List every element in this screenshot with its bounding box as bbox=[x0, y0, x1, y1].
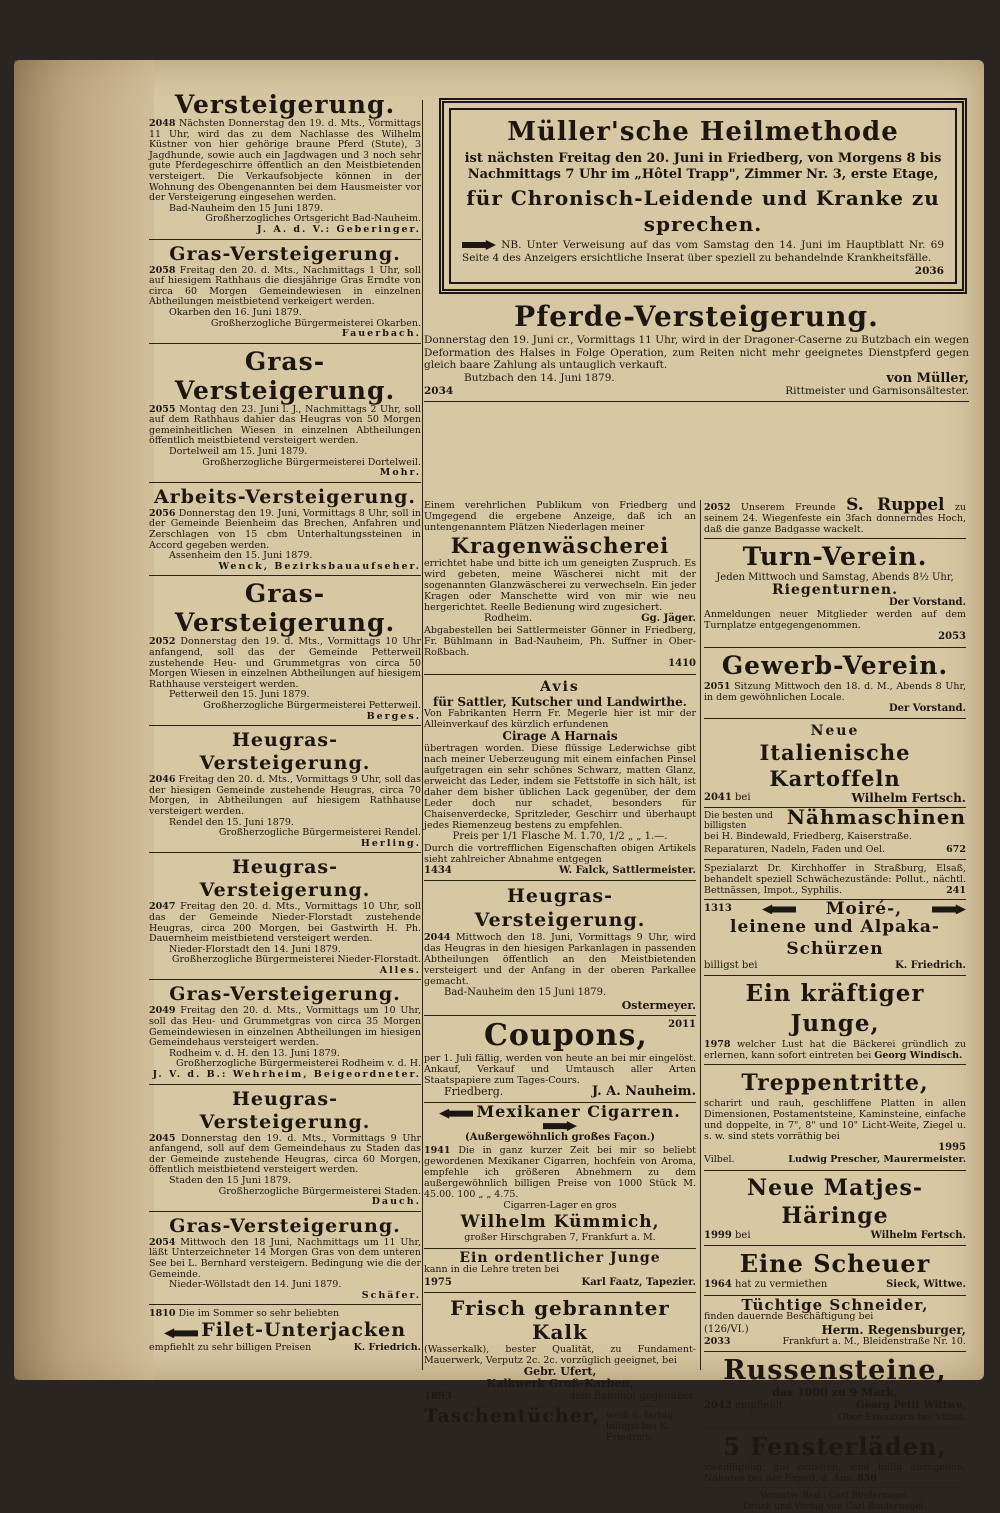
spezialarzt-ad bbox=[704, 863, 966, 900]
ad-signature: J. V. d. B.: Wehrheim, Beigeordneter. bbox=[152, 1069, 421, 1081]
ad-title: Gras-Versteigerung. bbox=[174, 579, 396, 638]
gewerb-body: Sitzung Mittwoch den 18. d. M., Abends 8 Uhr, in dem gewöhnlichen Locale. bbox=[704, 680, 966, 703]
ad-date: Bad-Nauheim den 15 Juni 1879. bbox=[169, 202, 324, 214]
turn-title: Turn-Verein. bbox=[742, 542, 928, 571]
ad-signature: K. Friedrich. bbox=[353, 1342, 421, 1354]
ad-title: Heugras-Versteigerung. bbox=[199, 1087, 371, 1133]
scheuer-signature: Sieck, Wittwe. bbox=[886, 1279, 966, 1291]
matjes-ad bbox=[704, 1174, 966, 1246]
arzt-body: Spezialarzt Dr. Kirchhoffer in Straßburg, Elsaß, behandelt speziell Schwächezustände: Pollut., nächtl. Bettnässen, Impot., Syphilis. bbox=[704, 863, 966, 897]
ad-date: Dortelweil am 15. Juni 1879. bbox=[169, 446, 308, 458]
matjes-signature: Wilhelm Fertsch. bbox=[870, 1229, 966, 1241]
taschentuecher-title: Taschentücher, bbox=[424, 1405, 600, 1428]
ad-number: 1410 bbox=[668, 658, 696, 670]
naeh-title: Nähmaschinen bbox=[786, 805, 966, 830]
kartoffeln-title: Italienische Kartoffeln bbox=[759, 740, 911, 792]
ad-number: 1313 bbox=[704, 903, 732, 915]
auction-ad bbox=[149, 347, 421, 483]
heugras-date: Bad-Nauheim den 15 Juni 1879. bbox=[444, 987, 607, 999]
turn-signature: Der Vorstand. bbox=[888, 596, 966, 608]
coupons-title: Coupons, bbox=[484, 1018, 648, 1054]
middle-column bbox=[424, 500, 696, 1446]
schneider-title: Tüchtige Schneider, bbox=[741, 1295, 929, 1314]
pointing-hand-icon bbox=[164, 1328, 198, 1338]
avis-title: Avis bbox=[540, 678, 580, 695]
ad-number: 2036 bbox=[914, 265, 944, 277]
ad-signature: Mohr. bbox=[379, 467, 421, 479]
ad-authority: Großherzogliche Bürgermeisterei Dortelweil. bbox=[202, 456, 421, 468]
ad-authority: Großherzogliche Bürgermeisterei Petterweil. bbox=[203, 699, 421, 711]
heilmethode-subtitle: für Chronisch-Leidende und Kranke zu sprechen. bbox=[466, 186, 940, 236]
auction-ad bbox=[149, 243, 421, 344]
right-column bbox=[704, 495, 966, 1513]
heugras-bad-nauheim-ad bbox=[424, 884, 696, 1016]
ad-number: 2048 bbox=[149, 118, 176, 129]
moire-ad bbox=[704, 899, 966, 976]
kalk-body: (Wasserkalk), bester Qualität, zu Fundament-Mauerwerk, Verputz 2c. 2c. vorzüglich geeignet, bei bbox=[424, 1343, 696, 1366]
ad-number: 1810 bbox=[149, 1308, 176, 1320]
ad-signature: Wenck, Bezirksbauaufseher. bbox=[218, 560, 421, 572]
ad-date: Assenheim den 15. Juni 1879. bbox=[169, 550, 313, 562]
auction-ad bbox=[149, 486, 421, 577]
kartoffeln-signature: Wilhelm Fertsch. bbox=[851, 791, 966, 806]
imprint bbox=[704, 1491, 966, 1513]
ad-body: Freitag den 20. d. Mts., Vormittags 10 Uhr, soll das der Gemeinde Nieder-Florstadt zustehende Heugras, circa 200 Morgen, bei Gastwirth H. Ph. Dauernheim meistbietend versteigert werden. bbox=[149, 901, 421, 945]
naeh-body-2: Reparaturen, Nadeln, Faden und Oel. bbox=[704, 843, 886, 855]
avis-subtitle: für Sattler, Kutscher und Landwirthe. bbox=[433, 694, 687, 709]
ad-date: empfiehlt zu sehr billigen Preisen bbox=[149, 1342, 312, 1354]
schneider-ref: (126/VI.) bbox=[704, 1323, 749, 1335]
auction-ad bbox=[149, 90, 421, 240]
auction-ad bbox=[149, 1088, 421, 1212]
kartoffeln-pre: Neue bbox=[810, 723, 860, 740]
ad-body: Donnerstag den 19. d. Mts., Vormittags 10 Uhr anfangend, soll das der Gemeinde Petterweil zustehende Heu- und Grummetgras von circa 50 Morgen Wiesen in einzelnen Abtheilungen auf hiesigem Rathhause versteigert werden. bbox=[149, 636, 421, 690]
ad-title: Arbeits-Versteigerung. bbox=[153, 485, 417, 508]
ad-number: 2053 bbox=[938, 631, 966, 643]
ad-number: 1999 bbox=[704, 1229, 732, 1241]
ad-title: Gras-Versteigerung. bbox=[169, 983, 401, 1006]
mexikaner-signature: Wilhelm Kümmich, bbox=[460, 1212, 660, 1233]
ad-number: 2049 bbox=[149, 1005, 176, 1017]
pferde-title: Pferde-Versteigerung. bbox=[514, 300, 879, 333]
treppentritte-ad bbox=[704, 1068, 966, 1171]
kalk-title: Frisch gebrannter Kalk bbox=[450, 1295, 670, 1344]
ad-number: 241 bbox=[946, 885, 966, 897]
newspaper-page bbox=[14, 60, 984, 1512]
avis-body: Von Fabrikanten Herrn Fr. Megerle hier ist mir der Alleinverkauf des kürzlich erfundenen bbox=[424, 708, 696, 731]
pointing-hand-icon bbox=[462, 240, 496, 250]
junge-title: Ein ordentlicher Junge bbox=[459, 1249, 661, 1266]
page-gutter-shadow bbox=[14, 60, 154, 1380]
heugras-signature: Ostermeyer. bbox=[621, 998, 696, 1012]
fensterlaeden-ad bbox=[704, 1432, 966, 1488]
ad-date: Rodheim v. d. H. den 13. Juni 1879. bbox=[169, 1047, 340, 1059]
treppen-title: Treppentritte, bbox=[741, 1070, 929, 1097]
ad-date: Nieder-Wöllstadt den 14. Juni 1879. bbox=[169, 1279, 342, 1291]
ad-number: 2054 bbox=[149, 1236, 176, 1248]
ad-authority: Großherzogliche Bürgermeisterei Okarben. bbox=[210, 317, 421, 329]
ad-number: 1964 bbox=[704, 1279, 732, 1291]
column-rule bbox=[422, 100, 423, 1370]
ruppel-body-2: zu seinem 24. Wiegenfeste ein 3fach donnerndes Hoch, daß die ganze Badgasse wackelt. bbox=[704, 502, 966, 535]
avis-body-2: übertragen worden. Diese flüssige Lederwichse gibt nach meiner Ueberzeugung mit einem einfachen Pinsel aufgetragen ein sehr schönes Schwarz, matten Glanz, erweicht das Leder, indem sie Fettstoffe in sich hält, ist daher dem bisher üblichen Lack gegenüber, der dem Leder doch nur schadet, besonders für Chaisenverdecke, Spritzleder, Geschirr und überhaupt jedes Riemenzeug bestens zu empfehlen. bbox=[424, 742, 696, 831]
imprint-editor: Verantw. Red.: Carl Bindernagel. bbox=[759, 1490, 911, 1501]
ruppel-body: Unserem Freunde bbox=[740, 502, 836, 513]
ad-number: 2033 bbox=[704, 1335, 731, 1347]
ad-signature: Dauch. bbox=[371, 1196, 421, 1208]
auction-ad bbox=[149, 729, 421, 853]
gewerb-verein-ad bbox=[704, 651, 966, 719]
taschentuecher-ad bbox=[424, 1405, 696, 1444]
treppen-place: Vilbel. bbox=[704, 1154, 735, 1166]
ad-number: 672 bbox=[946, 843, 966, 855]
ad-title: Versteigerung. bbox=[174, 90, 396, 119]
kartoffeln-ad bbox=[704, 722, 966, 808]
ad-number: 2058 bbox=[149, 264, 176, 276]
pointing-hand-icon bbox=[762, 904, 796, 914]
ad-number: 2011 bbox=[668, 1019, 696, 1031]
heilmethode-title: Müller'sche Heilmethode bbox=[507, 117, 899, 147]
turn-verein-ad bbox=[704, 542, 966, 648]
ad-title: Gras-Versteigerung. bbox=[169, 1214, 401, 1237]
kartoffeln-body: bei bbox=[735, 792, 751, 804]
kragen-footer: Abgabestellen bei Sattlermeister Gönner in Friedberg, Fr. Bühlmann in Bad-Nauheim, Ph. Suffner in Ober-Roßbach. bbox=[424, 625, 696, 659]
ad-signature: Alles. bbox=[379, 964, 421, 976]
ad-body: Nächsten Donnerstag den 19. d. Mts., Vormittags 11 Uhr, wird das zu dem Nachlasse des Wilhelm Küstner von hier gehörige braune Pferd (Stute), 3 Jagdhunde, sowie auch ein Jagdwagen und 3 noch sehr gute Pferdegeschirre öffentlich an den Meistbietenden versteigert. Die Verkaufsobjecte können in der Wohnung des Obengenannten bei dem Hausmeister vor der Versteigerung eingesehen werden. bbox=[149, 118, 421, 204]
ad-number: 2046 bbox=[149, 774, 176, 786]
schneider-address: Frankfurt a. M., Bleidenstraße Nr. 10. bbox=[782, 1335, 966, 1347]
avis-price: Preis per 1/1 Flasche M. 1.70, 1/2 „ „ 1.—. bbox=[452, 830, 668, 842]
russen-title: Russensteine, bbox=[723, 1355, 947, 1387]
ad-number: 1434 bbox=[424, 865, 452, 877]
russen-address: Ober-Erlenbach bei Vilbel. bbox=[838, 1412, 966, 1424]
ad-number: 2051 bbox=[704, 680, 731, 692]
ad-title: Gras-Versteigerung. bbox=[169, 242, 401, 265]
turn-footer: Anmeldungen neuer Mitglieder werden auf dem Turnplatze entgegengenommen. bbox=[704, 609, 966, 632]
ad-number: 2045 bbox=[149, 1132, 176, 1144]
pointing-hand-icon bbox=[439, 1109, 473, 1119]
mexikaner-subtitle: (Außergewöhnlich großes Façon.) bbox=[465, 1132, 655, 1144]
ad-number: 2041 bbox=[704, 792, 732, 804]
kalk-ad bbox=[424, 1296, 696, 1407]
ad-number: 2052 bbox=[704, 502, 731, 513]
coupons-ad bbox=[424, 1019, 696, 1102]
auction-ad bbox=[149, 983, 421, 1084]
ad-number: 1893 bbox=[424, 1390, 452, 1402]
matjes-body: bei bbox=[735, 1229, 751, 1241]
scheuer-title: Eine Scheuer bbox=[739, 1249, 931, 1279]
heilmethode-ad bbox=[439, 98, 967, 294]
imprint-publisher: Druck und Verlag von Carl Bindernagel. bbox=[743, 1501, 927, 1512]
kalk-signature: Gebr. Ufert, bbox=[523, 1364, 597, 1378]
mexikaner-body: Die in ganz kurzer Zeit bei mir so beliebt gewordenen Mexikaner Cigarren, hochfein von Aroma, empfehle ich größeren Abnehmern zu dem außergewöhnlich billigen Preise von 1000 Stück M. 45.00. 100 „ „ 4.75. bbox=[424, 1144, 696, 1200]
treppen-body: scharirt und rauh, geschliffene Platten in allen Dimensionen, Postamentsteine, Kaminsteine, einfache und doppelte, in 7", 8" und 10" Licht-Weite, Ziegel u. s. w. sind stets vorräthig bei bbox=[704, 1098, 966, 1143]
kalk-company: Kalkwerk Groß-Karben, bbox=[486, 1377, 634, 1391]
pferde-signature: von Müller, bbox=[886, 370, 969, 386]
schneider-ad bbox=[704, 1295, 966, 1353]
avis-signature: W. Falck, Sattlermeister. bbox=[558, 865, 696, 877]
avis-product: Cirage A Harnais bbox=[502, 729, 618, 744]
schneider-body: finden dauernde Beschäftigung bei bbox=[704, 1311, 874, 1323]
ad-authority: Großherzogliche Bürgermeisterei Nieder-Florstadt. bbox=[171, 954, 421, 966]
heilmethode-nb-text: NB. Unter Verweisung auf das vom Samstag den 14. Juni im Hauptblatt Nr. 69 Seite 4 des Anzeigers ersichtliche Inserat über speziell zu behandelnde Krankheitsfälle. bbox=[462, 239, 944, 264]
pferde-date: Butzbach den 14. Juni 1879. bbox=[464, 371, 615, 384]
russensteine-ad bbox=[704, 1355, 966, 1428]
kragenwaescherei-ad bbox=[424, 500, 696, 675]
ad-signature: J. A. d. V.: Geberinger. bbox=[257, 223, 421, 235]
scheuer-body: hat zu vermiethen bbox=[735, 1279, 828, 1291]
column-rule bbox=[700, 500, 701, 1370]
russen-body: das 1000 zu 9 Mark, bbox=[772, 1386, 898, 1400]
ad-number: 1978 bbox=[704, 1039, 731, 1051]
mexikaner-ad bbox=[424, 1101, 696, 1249]
ad-authority: Großherzogliche Bürgermeisterei Rendel. bbox=[218, 827, 421, 839]
ad-title: Filet-Unterjacken bbox=[201, 1319, 407, 1342]
kragen-body: errichtet habe und bitte ich um geneigten Zuspruch. Es wird gebeten, meine Wäscherei nicht mit der sogenannten Glanzwäscherei zu verwechseln. Ein jeder Kragen oder Manschette wird von mir wie neu hergerichtet. Reelle Bedienung wird zugesichert. bbox=[424, 558, 696, 613]
gewerb-title: Gewerb-Verein. bbox=[721, 650, 949, 680]
taschentuecher-body: weiß u. farbig, billigst bei K. Friedrich. bbox=[606, 1410, 677, 1444]
ad-signature: Schäfer. bbox=[361, 1289, 421, 1301]
kragen-title: Kragenwäscherei bbox=[450, 533, 670, 558]
ad-title: Heugras-Versteigerung. bbox=[199, 729, 371, 775]
ad-date: Rendel den 15. Juni 1879. bbox=[169, 816, 294, 828]
kraeftiger-junge-ad bbox=[704, 979, 966, 1065]
mexikaner-lager: Cigarren-Lager en gros bbox=[503, 1199, 617, 1211]
ad-date: Nieder-Florstadt den 14. Juni 1879. bbox=[169, 943, 341, 955]
moire-signature: K. Friedrich. bbox=[895, 959, 966, 971]
pointing-hand-icon bbox=[932, 904, 966, 914]
turn-body: Jeden Mittwoch und Samstag, Abends 8½ Uhr, bbox=[716, 572, 954, 583]
ad-body: Donnerstag den 19. d. Mts., Vormittags 9 Uhr anfangend, soll auf dem Gemeindehaus zu Staden das der Gemeinde zustehende Heugras, circa 60 Morgen, öffentlich meistbietend versteigert werden. bbox=[149, 1132, 421, 1176]
turn-subtitle: Riegenturnen. bbox=[772, 582, 898, 599]
avis-ad bbox=[424, 678, 696, 882]
ad-body: Freitag den 20. d. Mts., Vormittags 9 Uhr, soll das der hiesigen Gemeinde zustehende Heugras, circa 70 Morgen, in Abtheilungen auf hiesigem Rathhause versteigert werden. bbox=[149, 774, 421, 817]
ad-authority: Großherzogliches Ortsgericht Bad-Nauheim. bbox=[205, 213, 421, 225]
moire-body: billigst bei bbox=[704, 959, 758, 971]
ad-body: Freitag den 20. d. Mts., Nachmittags 1 Uhr, soll auf hiesigem Rathhaus die diesjährige Gras Erndte von circa 60 Morgen Gemeindewiesen in einzelnen Abtheilungen meistbietend verkeigert werden. bbox=[149, 264, 421, 308]
moire-title: Moiré-, bbox=[825, 899, 903, 920]
kragen-signature: Gg. Jäger. bbox=[641, 613, 696, 624]
pferde-body: Donnerstag den 19. Juni cr., Vormittags 11 Uhr, wird in der Dragoner-Caserne zu Butzbach ein wegen Deformation des Halses in Folge Operation, zum Reiten nicht mehr geeignetes Dienstpferd gegen gleich baare Zahlung als untauglich verkauft. bbox=[424, 334, 969, 371]
laeden-body: zweiflügelig, gut erhalten, sind billig abzugeben. Näheres bei der Exped. d. Anz. bbox=[704, 1461, 966, 1484]
coupons-signature: J. A. Nauheim. bbox=[591, 1084, 696, 1100]
auction-ad bbox=[149, 1215, 421, 1306]
pferde-versteigerung-ad bbox=[424, 300, 969, 405]
ad-signature: Fauerbach. bbox=[341, 328, 421, 340]
kalk-address: dem Bahnhof gegenüber. bbox=[568, 1390, 696, 1402]
ad-authority: Großherzogliche Bürgermeisterei Rodheim v. d. H. bbox=[176, 1058, 421, 1070]
ad-number: 2056 bbox=[149, 507, 176, 519]
matjes-title: Neue Matjes-Häringe bbox=[746, 1174, 923, 1229]
ad-number: 1975 bbox=[424, 1276, 452, 1288]
ruppel-ad bbox=[704, 495, 966, 539]
ad-title: Gras-Versteigerung. bbox=[174, 346, 396, 405]
mexikaner-title: Mexikaner Cigarren. bbox=[476, 1101, 681, 1121]
russen-signature: Georg Petit Wittwe, bbox=[856, 1399, 966, 1411]
ad-title: Heugras-Versteigerung. bbox=[199, 856, 371, 902]
ad-number: 2042 bbox=[704, 1399, 732, 1411]
naeh-body: bei H. Bindewald, Friedberg, Kaiserstraße. bbox=[704, 831, 912, 843]
kragen-place: Rodheim. bbox=[484, 613, 533, 624]
ad-number: 2055 bbox=[149, 403, 176, 415]
heugras-title: Heugras-Versteigerung. bbox=[474, 885, 646, 932]
ad-number: 2044 bbox=[424, 932, 451, 944]
laeden-title: 5 Fensterläden, bbox=[723, 1431, 947, 1461]
treppen-signature: Ludwig Prescher, Maurermeister. bbox=[788, 1154, 966, 1166]
heugras-body: Mittwoch den 18. Juni, Vormittags 9 Uhr, wird das Heugras in den hiesigen Parkanlagen in passenden Abtheilungen öffentlich an den Meistbietenden versteigert und der Anfang in der oberen Parkallee gemacht. bbox=[424, 932, 696, 988]
heilmethode-nb bbox=[462, 239, 944, 277]
moire-title-2: leinene und Alpaka-Schürzen bbox=[730, 916, 940, 959]
pferde-signature-title: Rittmeister und Garnisonsältester. bbox=[785, 384, 969, 397]
kraeftig-signature: Georg Windisch. bbox=[874, 1050, 963, 1062]
left-column bbox=[149, 90, 421, 1358]
coupons-body: per 1. Juli fällig, werden von heute an bei mir eingelöst. Ankauf, Verkauf und Umtausch aller Arten Staatspapiere zum Tages-Cours. bbox=[424, 1053, 696, 1087]
ad-date: Okarben den 16. Juni 1879. bbox=[169, 306, 302, 318]
kragen-intro: Einem verehrlichen Publikum von Friedberg und Umgegend die ergebene Anzeige, daß ich an untengenanntem Plätzen Niederlagen meiner bbox=[424, 500, 696, 533]
heilmethode-body: ist nächsten Freitag den 20. Juni in Friedberg, von Morgens 8 bis Nachmittags 7 Uhr im „Hôtel Trapp", Zimmer Nr. 3, erste Etage, bbox=[464, 151, 942, 182]
ruppel-name: S. Ruppel bbox=[846, 495, 945, 515]
russen-body-2: empfiehlt bbox=[735, 1399, 784, 1411]
ad-signature: Herling. bbox=[360, 837, 421, 849]
ad-body: Donnerstag den 19. Juni, Vormittags 8 Uhr, soll in der Gemeinde Beienheim das Brechen, Anfahren und Zerschlagen von 15 cbm Unterhaltungssteinen in Accord gegeben werden. bbox=[149, 507, 421, 551]
coupons-place: Friedberg. bbox=[444, 1085, 504, 1099]
junge-signature: Karl Faatz, Tapezier. bbox=[581, 1276, 696, 1288]
ad-number: 2052 bbox=[149, 636, 176, 648]
ad-body: Mittwoch den 18 Juni, Nachmittags um 11 Uhr, läßt Unterzeichneter 14 Morgen Gras von dem unteren See bei L. Bernhard versteigern. Bedingung wie die der Gemeinde. bbox=[149, 1236, 421, 1280]
ad-number: 850 bbox=[857, 1472, 877, 1484]
gewerb-signature: Der Vorstand. bbox=[888, 702, 966, 714]
ad-date: Staden den 15 Juni 1879. bbox=[169, 1175, 292, 1186]
ad-date: Petterweil den 15. Juni 1879. bbox=[169, 689, 310, 701]
junge-ad bbox=[424, 1249, 696, 1293]
ad-number: 2047 bbox=[149, 901, 176, 913]
ad-number: 1995 bbox=[938, 1142, 966, 1154]
ad-number: 1941 bbox=[424, 1144, 451, 1156]
ad-authority: Großherzogliche Bürgermeisterei Staden. bbox=[218, 1185, 421, 1197]
ad-body: Montag den 23. Juni l. J., Nachmittags 2 Uhr, soll auf dem Rathhaus dahier das Heugras von 50 Morgen gemeinheitlichen Wiesen in einzelnen Abtheilungen öffentlich meistbietend versteigert werden. bbox=[149, 403, 421, 447]
naehmaschinen-ad bbox=[704, 805, 966, 860]
kraeftig-body: welcher Lust hat die Bäckerei gründlich zu erlernen, kann sofort eintreten bei bbox=[704, 1039, 966, 1062]
auction-ad bbox=[149, 1308, 421, 1354]
mexikaner-address: großer Hirschgraben 7, Frankfurt a. M. bbox=[464, 1232, 656, 1244]
avis-body-3: Durch die vortrefflichen Eigenschaften obigen Artikels sieht zahlreicher Abnahme entgegen bbox=[424, 843, 696, 866]
pointing-hand-icon bbox=[543, 1121, 577, 1131]
auction-ad bbox=[149, 856, 421, 980]
naeh-pre: Die besten und billigsten bbox=[704, 811, 773, 832]
ad-number: 2034 bbox=[424, 384, 454, 397]
ad-body: Die im Sommer so sehr beliebten bbox=[178, 1308, 340, 1320]
auction-ad bbox=[149, 579, 421, 726]
schneider-signature: Herm. Regensburger, bbox=[821, 1322, 966, 1337]
ad-signature: Berges. bbox=[366, 710, 421, 722]
kraeftig-title: Ein kräftiger Junge, bbox=[745, 980, 925, 1038]
ad-body: Freitag den 20. d. Mts., Vormittags um 10 Uhr, soll das Heu- und Grummetgras von circa 35 Morgen Gemeindewiesen in einzelnen Abtheilungen im hiesigen Gemeindehaus versteigert werden. bbox=[149, 1005, 421, 1049]
scheuer-ad bbox=[704, 1249, 966, 1295]
junge-body: kann in die Lehre treten bei bbox=[424, 1264, 560, 1276]
